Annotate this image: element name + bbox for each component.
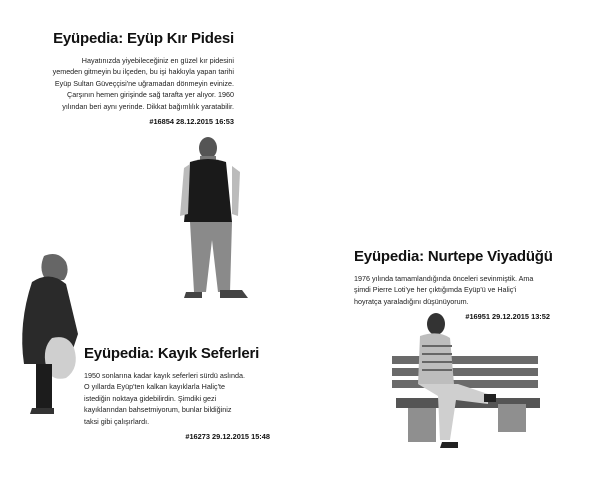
- entry-line: kayıklarından bahsetmiyorum, bunlar bildiğiniz: [84, 405, 232, 415]
- entry-line: O yıllarda Eyüp'ten kalkan kayıklarla Haliç'te: [84, 382, 225, 392]
- entry-line: Çarşının hemen girişinde sağ tarafta yer alıyor. 1960: [67, 90, 234, 100]
- entry-line: 1950 sonlarına kadar kayık seferleri sürdü aslında.: [84, 371, 246, 380]
- entry-line: yılından beri aynı yerinde. Dikkat bağımlılık yaratabilir.: [62, 101, 234, 111]
- entry-line: Eyüp Sultan Güveççisi'ne uğramadan dönmeyin evinize.: [54, 78, 234, 88]
- entry-line: yemeden gitmeyin bu ilçeden, bu işi hakkıyla yapan tarihi: [52, 67, 234, 77]
- man-on-bench-photo: [386, 310, 544, 460]
- entry-meta: #16951 29.12.2015 13:52: [465, 312, 550, 322]
- entry-meta: #16273 29.12.2015 15:48: [185, 432, 270, 442]
- entry-line: Hayatınızda yiyebileceğiniz en güzel kır pidesini: [81, 56, 234, 65]
- entry-title[interactable]: Eyüpedia: Nurtepe Viyadüğü: [354, 248, 553, 265]
- entry-kayik: [84, 345, 270, 441]
- entry-line: istediğin noktaya gidebilirdin. Şimdiki gezi: [84, 393, 217, 403]
- entry-line: taksi gibi çalışırlardı.: [84, 416, 150, 426]
- woman-with-bags-photo: [14, 248, 90, 420]
- entry-kir-pidesi: [28, 30, 234, 126]
- entry-line: 1976 yılında tamamlandığında önceleri sevinmiştik. Ama: [354, 274, 534, 283]
- entry-line: şimdi Pierre Loti'ye her çıktığımda Eyüp'ü ve Haliç'i: [354, 285, 517, 295]
- entry-meta: #16854 28.12.2015 16:53: [149, 117, 234, 127]
- entry-title[interactable]: Eyüpedia: Kayık Seferleri: [84, 345, 260, 362]
- standing-man-photo: [160, 130, 260, 305]
- entry-title[interactable]: Eyüpedia: Eyüp Kır Pidesi: [53, 30, 234, 47]
- entry-line: hoyratça yaraladığını düşünüyorum.: [354, 296, 469, 306]
